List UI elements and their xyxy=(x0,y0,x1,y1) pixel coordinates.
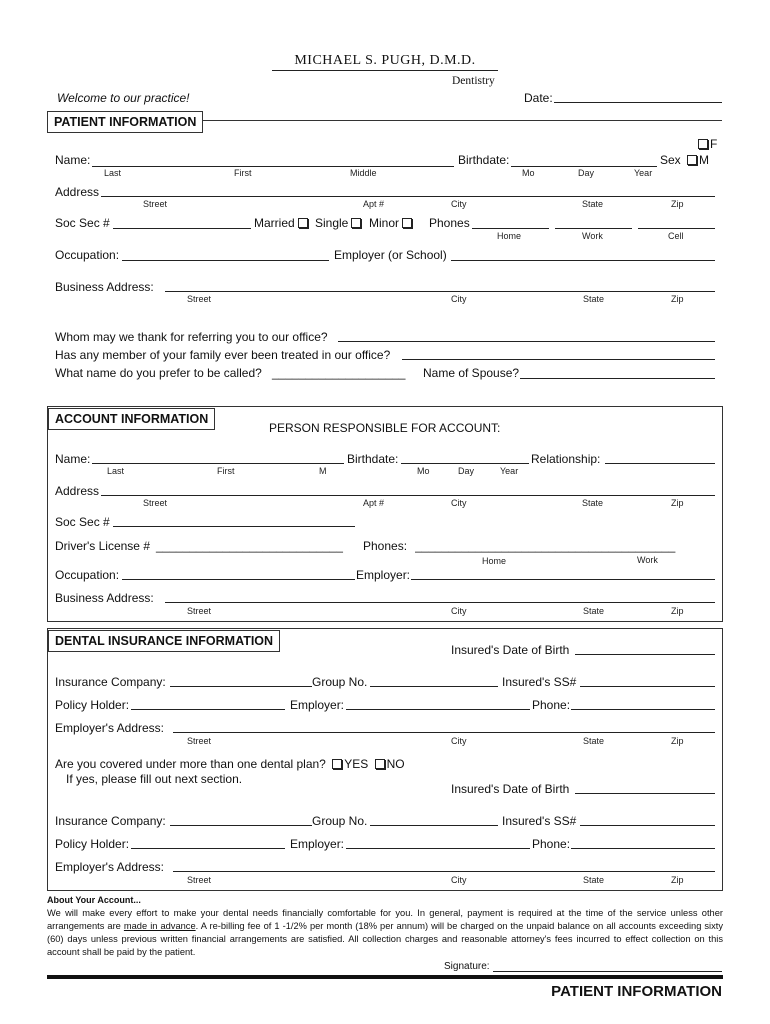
family-question: Has any member of your family ever been treated in our office? xyxy=(55,348,391,362)
married-label: Married xyxy=(254,216,295,230)
date-sub-mo: Mo xyxy=(522,168,535,178)
phone-sub-home: Home xyxy=(497,231,522,241)
single-label: Single xyxy=(315,216,349,230)
ins-phone-field-1[interactable] xyxy=(571,709,715,710)
checkbox-icon xyxy=(298,218,308,228)
emp-address-label-2: Employer's Address: xyxy=(55,860,165,874)
sex-m-option[interactable] xyxy=(684,153,709,167)
account-note-underlined: made in advance xyxy=(123,921,196,931)
biz-sub-state: State xyxy=(583,294,605,304)
insurance-company-field-1[interactable] xyxy=(170,686,312,687)
account-socsec-label: Soc Sec # xyxy=(55,515,110,529)
home-phone-field[interactable] xyxy=(472,228,549,229)
ins-addr-sub-zip-2: Zip xyxy=(671,875,684,885)
account-note-text-2: . A re-billing fee of 1 -1/2% per month (18% per annum) will be charged on the unpaid balance on all accounts exceeding sixty (60) days unless previous written financial arrangements are satisfied. All collection charges and reasonable attorney's fees incurred to effect collection on this account shall be paid by the patient. xyxy=(47,921,723,957)
acct-addr-sub-street: Street xyxy=(143,498,168,508)
account-business-label: Business Address: xyxy=(55,591,154,605)
referral-question: Whom may we thank for referring you to our office? xyxy=(55,330,328,344)
account-business-field[interactable] xyxy=(165,602,715,603)
acct-phone-sub-work: Work xyxy=(637,555,658,565)
acct-addr-sub-state: State xyxy=(582,498,604,508)
insured-ss-label-1: Insured's SS# xyxy=(502,675,577,689)
checkbox-icon xyxy=(687,155,697,165)
license-field[interactable]: ____________________________ xyxy=(156,539,343,553)
patient-address-field[interactable] xyxy=(101,196,715,197)
yes-option[interactable] xyxy=(329,757,368,771)
account-occupation-label: Occupation: xyxy=(55,568,120,582)
welcome-text: Welcome to our practice! xyxy=(57,91,190,105)
patient-birthdate-label: Birthdate: xyxy=(458,153,510,167)
addr-sub-zip: Zip xyxy=(671,199,684,209)
ins-addr-sub-state-2: State xyxy=(583,875,605,885)
name-sub-last: Last xyxy=(104,168,122,178)
checkbox-icon xyxy=(351,218,361,228)
relationship-label: Relationship: xyxy=(531,452,601,466)
ins-phone-field-2[interactable] xyxy=(571,848,715,849)
no-option[interactable] xyxy=(372,757,405,771)
patient-occupation-field[interactable] xyxy=(122,260,329,261)
name-sub-first: First xyxy=(234,168,252,178)
addr-sub-apt: Apt # xyxy=(363,199,385,209)
acct-biz-sub-street: Street xyxy=(187,606,212,616)
addr-sub-street: Street xyxy=(143,199,168,209)
addr-sub-state: State xyxy=(582,199,604,209)
yes-label: YES xyxy=(344,757,369,771)
ins-phone-label-1: Phone: xyxy=(532,698,571,712)
acct-name-sub-last: Last xyxy=(107,466,125,476)
sex-f-label: F xyxy=(710,137,718,151)
acct-biz-sub-city: City xyxy=(451,606,467,616)
patient-name-field[interactable] xyxy=(92,166,454,167)
insured-dob-label-1: Insured's Date of Birth xyxy=(451,643,570,657)
insured-dob-field-2[interactable] xyxy=(575,793,715,794)
account-section xyxy=(47,406,723,622)
patient-employer-field[interactable] xyxy=(451,260,715,261)
acct-addr-sub-zip: Zip xyxy=(671,498,684,508)
relationship-field[interactable] xyxy=(605,463,715,464)
minor-label: Minor xyxy=(369,216,400,230)
sex-m-label: M xyxy=(699,153,709,167)
account-address-label: Address xyxy=(55,484,100,498)
patient-business-field[interactable] xyxy=(165,291,715,292)
account-socsec-field[interactable] xyxy=(113,526,355,527)
group-field-1[interactable] xyxy=(370,686,498,687)
insured-ss-label-2: Insured's SS# xyxy=(502,814,577,828)
doctor-name xyxy=(272,52,498,71)
biz-sub-street: Street xyxy=(187,294,212,304)
prefer-field[interactable]: ____________________ xyxy=(272,366,406,380)
signature-field[interactable] xyxy=(493,971,722,972)
addr-sub-city: City xyxy=(451,199,467,209)
if-yes-note: If yes, please fill out next section. xyxy=(66,772,243,786)
acct-date-sub-mo: Mo xyxy=(417,466,430,476)
ins-employer-field-2[interactable] xyxy=(346,848,530,849)
emp-address-field-2[interactable] xyxy=(173,871,715,872)
emp-address-label-1: Employer's Address: xyxy=(55,721,165,735)
responsible-heading: PERSON RESPONSIBLE FOR ACCOUNT: xyxy=(269,421,501,435)
biz-sub-city: City xyxy=(451,294,467,304)
account-occupation-field[interactable] xyxy=(122,579,355,580)
acct-date-sub-year: Year xyxy=(500,466,519,476)
signature-label: Signature: xyxy=(444,961,490,972)
date-sub-day: Day xyxy=(578,168,595,178)
account-address-field[interactable] xyxy=(101,495,715,496)
acct-name-sub-m: M xyxy=(319,466,327,476)
acct-phone-sub-home: Home xyxy=(482,556,507,566)
acct-addr-sub-city: City xyxy=(451,498,467,508)
account-name-field[interactable] xyxy=(92,463,344,464)
patient-occupation-label: Occupation: xyxy=(55,248,120,262)
patient-business-label: Business Address: xyxy=(55,280,154,294)
patient-section-title: PATIENT INFORMATION xyxy=(47,111,203,133)
group-label-2: Group No. xyxy=(312,814,368,828)
policy-holder-field-1[interactable] xyxy=(131,709,285,710)
group-field-2[interactable] xyxy=(370,825,498,826)
phone-sub-cell: Cell xyxy=(668,231,684,241)
acct-biz-sub-state: State xyxy=(583,606,605,616)
emp-address-field-1[interactable] xyxy=(173,732,715,733)
date-sub-year: Year xyxy=(634,168,653,178)
account-note-text xyxy=(47,907,723,959)
ins-addr-sub-zip-1: Zip xyxy=(671,736,684,746)
specialty: Dentistry xyxy=(452,75,495,87)
date-field[interactable] xyxy=(554,102,722,103)
patient-socsec-label: Soc Sec # xyxy=(55,216,110,230)
insured-ss-field-1[interactable] xyxy=(580,686,715,687)
phones-label: Phones xyxy=(429,216,470,230)
covered-question-text: Are you covered under more than one dental plan? xyxy=(55,757,326,771)
account-section-title: ACCOUNT INFORMATION xyxy=(48,408,215,430)
prefer-question: What name do you prefer to be called? xyxy=(55,366,262,380)
acct-name-sub-first: First xyxy=(217,466,235,476)
name-sub-middle: Middle xyxy=(350,168,377,178)
no-label: NO xyxy=(386,757,405,771)
group-label-1: Group No. xyxy=(312,675,368,689)
phone-sub-work: Work xyxy=(582,231,603,241)
patient-birthdate-field[interactable] xyxy=(511,166,657,167)
cell-phone-field[interactable] xyxy=(638,228,715,229)
footer-rule xyxy=(47,975,723,979)
account-birthdate-field[interactable] xyxy=(401,463,529,464)
minor-option[interactable] xyxy=(369,216,414,230)
ins-addr-sub-street-1: Street xyxy=(187,736,212,746)
insured-dob-label-2: Insured's Date of Birth xyxy=(451,782,570,796)
biz-sub-zip: Zip xyxy=(671,294,684,304)
referral-field[interactable] xyxy=(338,341,715,342)
acct-addr-sub-apt: Apt # xyxy=(363,498,385,508)
checkbox-icon xyxy=(375,759,385,769)
account-note-text-1: We will make every effort to make your dental needs financially comfortable for you. In general, payment is required at the time of the service unless other arrangements are xyxy=(47,908,723,931)
ins-addr-sub-street-2: Street xyxy=(187,875,212,885)
spouse-field[interactable] xyxy=(520,378,715,379)
ins-employer-label-2: Employer: xyxy=(290,837,345,851)
acct-date-sub-day: Day xyxy=(458,466,475,476)
date-label: Date: xyxy=(524,91,553,105)
ins-addr-sub-city-1: City xyxy=(451,736,467,746)
checkbox-icon xyxy=(698,139,708,149)
covered-question xyxy=(55,757,405,771)
account-name-label: Name: xyxy=(55,452,91,466)
account-employer-label: Employer: xyxy=(356,568,411,582)
ins-employer-field-1[interactable] xyxy=(346,709,530,710)
account-birthdate-label: Birthdate: xyxy=(347,452,399,466)
doctor-name-text: MICHAEL S. PUGH, D.M.D. xyxy=(294,53,476,68)
ins-addr-sub-city-2: City xyxy=(451,875,467,885)
account-employer-field[interactable] xyxy=(411,579,715,580)
work-phone-field[interactable] xyxy=(555,228,632,229)
patient-address-label: Address xyxy=(55,185,100,199)
policy-holder-field-2[interactable] xyxy=(131,848,285,849)
insurance-section-title: DENTAL INSURANCE INFORMATION xyxy=(48,630,280,652)
insurance-company-label-1: Insurance Company: xyxy=(55,675,166,689)
account-phones-field[interactable]: _______________________________________ xyxy=(415,539,676,553)
insured-dob-field-1[interactable] xyxy=(575,654,715,655)
insurance-company-field-2[interactable] xyxy=(170,825,312,826)
checkbox-icon xyxy=(402,218,412,228)
footer-title: PATIENT INFORMATION xyxy=(551,983,722,1000)
account-phones-label: Phones: xyxy=(363,539,408,553)
patient-socsec-field[interactable] xyxy=(113,228,251,229)
account-note-title: About Your Account... xyxy=(47,895,141,905)
ins-addr-sub-state-1: State xyxy=(583,736,605,746)
ins-phone-label-2: Phone: xyxy=(532,837,571,851)
insurance-company-label-2: Insurance Company: xyxy=(55,814,166,828)
insured-ss-field-2[interactable] xyxy=(580,825,715,826)
family-field[interactable] xyxy=(402,359,715,360)
sex-f-option[interactable] xyxy=(695,137,717,151)
sex-label: Sex xyxy=(660,153,681,167)
checkbox-icon xyxy=(332,759,342,769)
policy-holder-label-1: Policy Holder: xyxy=(55,698,130,712)
ins-employer-label-1: Employer: xyxy=(290,698,345,712)
license-label: Driver's License # xyxy=(55,539,150,553)
patient-employer-label: Employer (or School) xyxy=(334,248,447,262)
acct-biz-sub-zip: Zip xyxy=(671,606,684,616)
spouse-label: Name of Spouse? xyxy=(423,366,520,380)
patient-name-label: Name: xyxy=(55,153,91,167)
married-option[interactable] xyxy=(254,216,310,230)
single-option[interactable] xyxy=(315,216,363,230)
policy-holder-label-2: Policy Holder: xyxy=(55,837,130,851)
